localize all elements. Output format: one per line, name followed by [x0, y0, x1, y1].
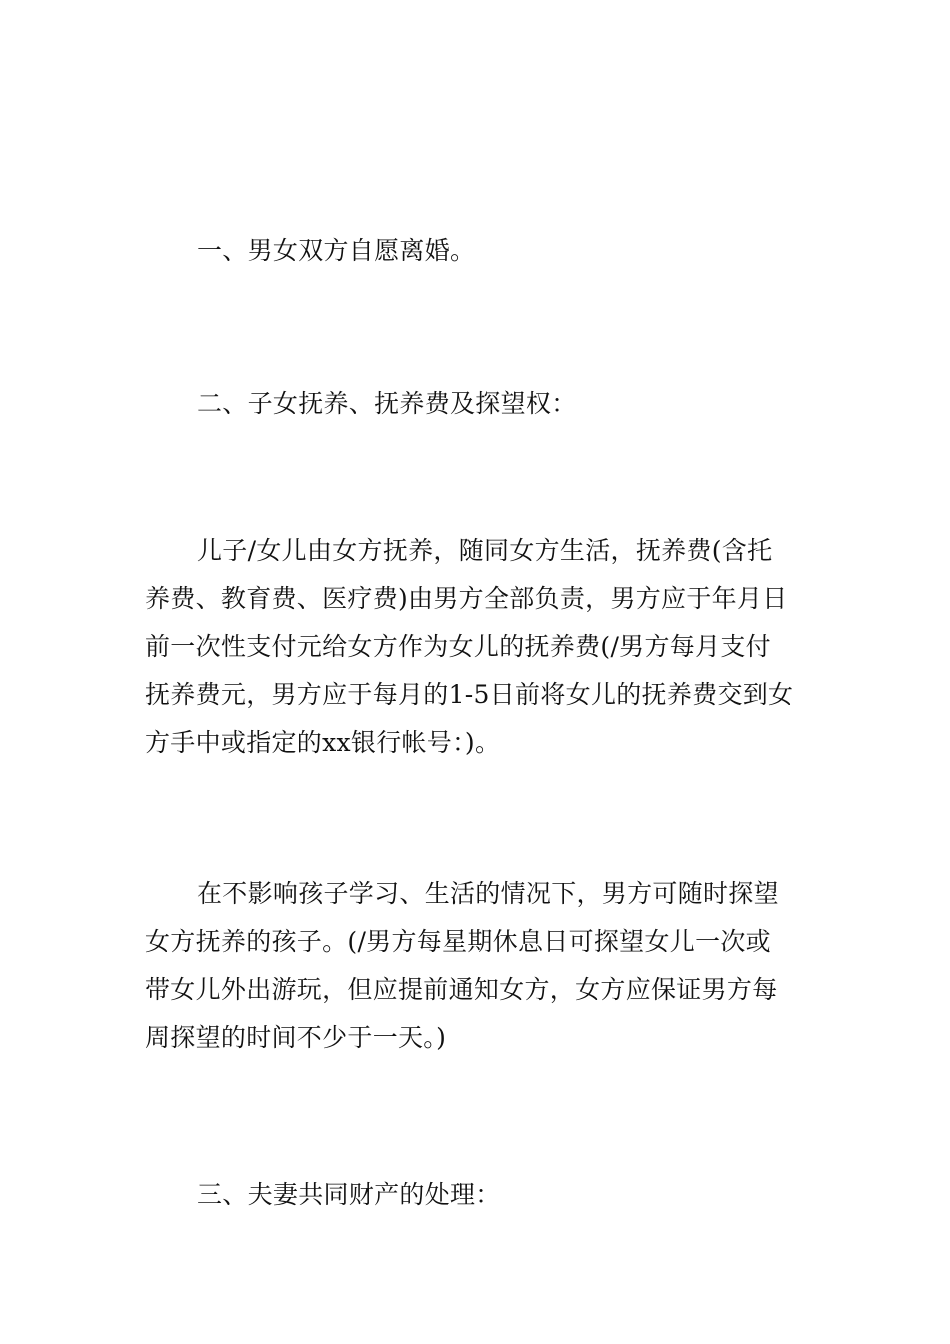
paragraph-1-line-2: 养费、教育费、医疗费)由男方全部负责，男方应于年月日	[145, 584, 788, 613]
section-heading-2: 二、子女抚养、抚养费及探望权：	[197, 389, 577, 418]
paragraph-1-line-1: 儿子/女儿由女方抚养，随同女方生活，抚养费(含托	[197, 536, 773, 565]
paragraph-1-line-4: 抚养费元，男方应于每月的1-5日前将女儿的抚养费交到女	[145, 680, 794, 709]
paragraph-2-line-3: 带女儿外出游玩，但应提前通知女方，女方应保证男方每	[145, 975, 778, 1004]
paragraph-1-line-5: 方手中或指定的xx银行帐号：)。	[145, 728, 501, 757]
section-heading-1: 一、男女双方自愿离婚。	[197, 236, 476, 265]
paragraph-2-line-1: 在不影响孩子学习、生活的情况下，男方可随时探望	[197, 879, 779, 908]
paragraph-2-line-4: 周探望的时间不少于一天。)	[145, 1023, 447, 1052]
paragraph-1-line-3: 前一次性支付元给女方作为女儿的抚养费(/男方每月支付	[145, 632, 771, 661]
section-heading-3: 三、夫妻共同财产的处理：	[197, 1180, 501, 1209]
paragraph-2-line-2: 女方抚养的孩子。(/男方每星期休息日可探望女儿一次或	[145, 927, 771, 956]
